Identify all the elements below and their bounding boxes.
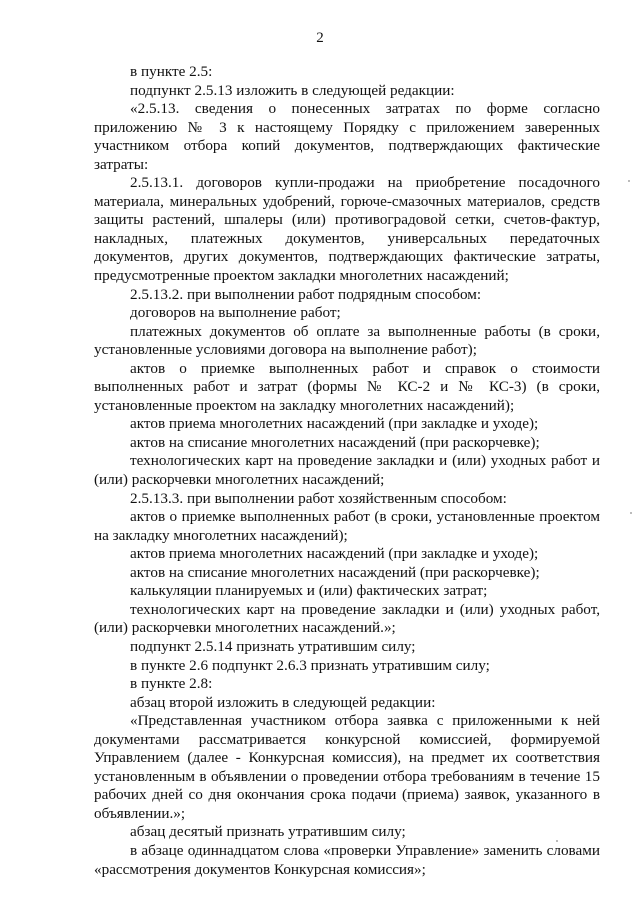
scan-mark bbox=[628, 180, 630, 182]
paragraph: в абзаце одиннадцатом слова «проверки Управление» заменить словами «рассмотрения документов Конкурсная комиссия»; bbox=[94, 841, 600, 878]
paragraph: подпункт 2.5.14 признать утратившим силу; bbox=[130, 637, 416, 655]
paragraph: калькуляции планируемых и (или) фактических затрат; bbox=[130, 582, 488, 600]
paragraph: актов на списание многолетних насаждений (при раскорчевке); bbox=[130, 433, 540, 451]
paragraph: «Представленная участником отбора заявка с приложенными к ней документами рассматривается конкурсной комиссией, формируемой Управлением (далее - Конкурсная комиссия), на предмет их соответствия установленным в объявлении о проведении отбора требованиям в течение 15 рабочих дней со дня окончания срока подачи (приема) заявок, указанного в объявлении.»; bbox=[94, 712, 600, 822]
scan-mark bbox=[630, 512, 632, 514]
paragraph: технологических карт на проведение закладки и (или) уходных работ и (или) раскорчевки многолетних насаждений; bbox=[94, 452, 600, 489]
paragraph: актов приема многолетних насаждений (при закладке и уходе); bbox=[130, 545, 539, 563]
paragraph: актов о приемке выполненных работ (в сроки, установленные проектом на закладку многолетних насаждений); bbox=[94, 508, 600, 544]
paragraph: 2.5.13.3. при выполнении работ хозяйственным способом: bbox=[130, 489, 507, 507]
paragraph: абзац второй изложить в следующей редакции: bbox=[130, 693, 436, 711]
page-number: 2 bbox=[316, 30, 324, 46]
document-body bbox=[94, 63, 600, 879]
paragraph: договоров на выполнение работ; bbox=[130, 304, 341, 322]
paragraph: технологических карт на проведение закладки и (или) уходных работ, (или) раскорчевки многолетних насаждений.»; bbox=[94, 600, 600, 637]
paragraph: «2.5.13. сведения о понесенных затратах по форме согласно приложению № 3 к настоящему Порядку с приложением заверенных участником отбора копий документов, подтверждающих фактические затраты: bbox=[94, 100, 600, 173]
paragraph: актов о приемке выполненных работ и справок о стоимости выполненных работ и затрат (формы № КС-2 и № КС-3) (в сроки, установленные проектом на закладку многолетних насаждений); bbox=[94, 359, 600, 414]
paragraph: в пункте 2.8: bbox=[130, 675, 213, 693]
paragraph: актов приема многолетних насаждений (при закладке и уходе); bbox=[130, 415, 539, 433]
paragraph: абзац десятый признать утратившим силу; bbox=[130, 823, 406, 841]
paragraph: 2.5.13.1. договоров купли-продажи на приобретение посадочного материала, минеральных удобрений, горюче-смазочных материалов, средств защиты растений, шпалеры (или) противоградовой сетки, счетов-фактур, накладных, платежных документов, универсальных передаточных документов, других документов, подтверждающих фактические затраты, предусмотренные проектом закладки многолетних насаждений; bbox=[94, 174, 600, 285]
paragraph: подпункт 2.5.13 изложить в следующей редакции: bbox=[130, 81, 455, 99]
paragraph: платежных документов об оплате за выполненные работы (в сроки, установленные условиями договора на выполнение работ); bbox=[94, 322, 600, 359]
scan-mark bbox=[556, 840, 558, 842]
paragraph: 2.5.13.2. при выполнении работ подрядным способом: bbox=[130, 285, 482, 303]
paragraph: в пункте 2.5: bbox=[130, 63, 213, 80]
paragraph: актов на списание многолетних насаждений (при раскорчевке); bbox=[130, 563, 540, 581]
paragraph: в пункте 2.6 подпункт 2.6.3 признать утратившим силу; bbox=[130, 656, 490, 674]
